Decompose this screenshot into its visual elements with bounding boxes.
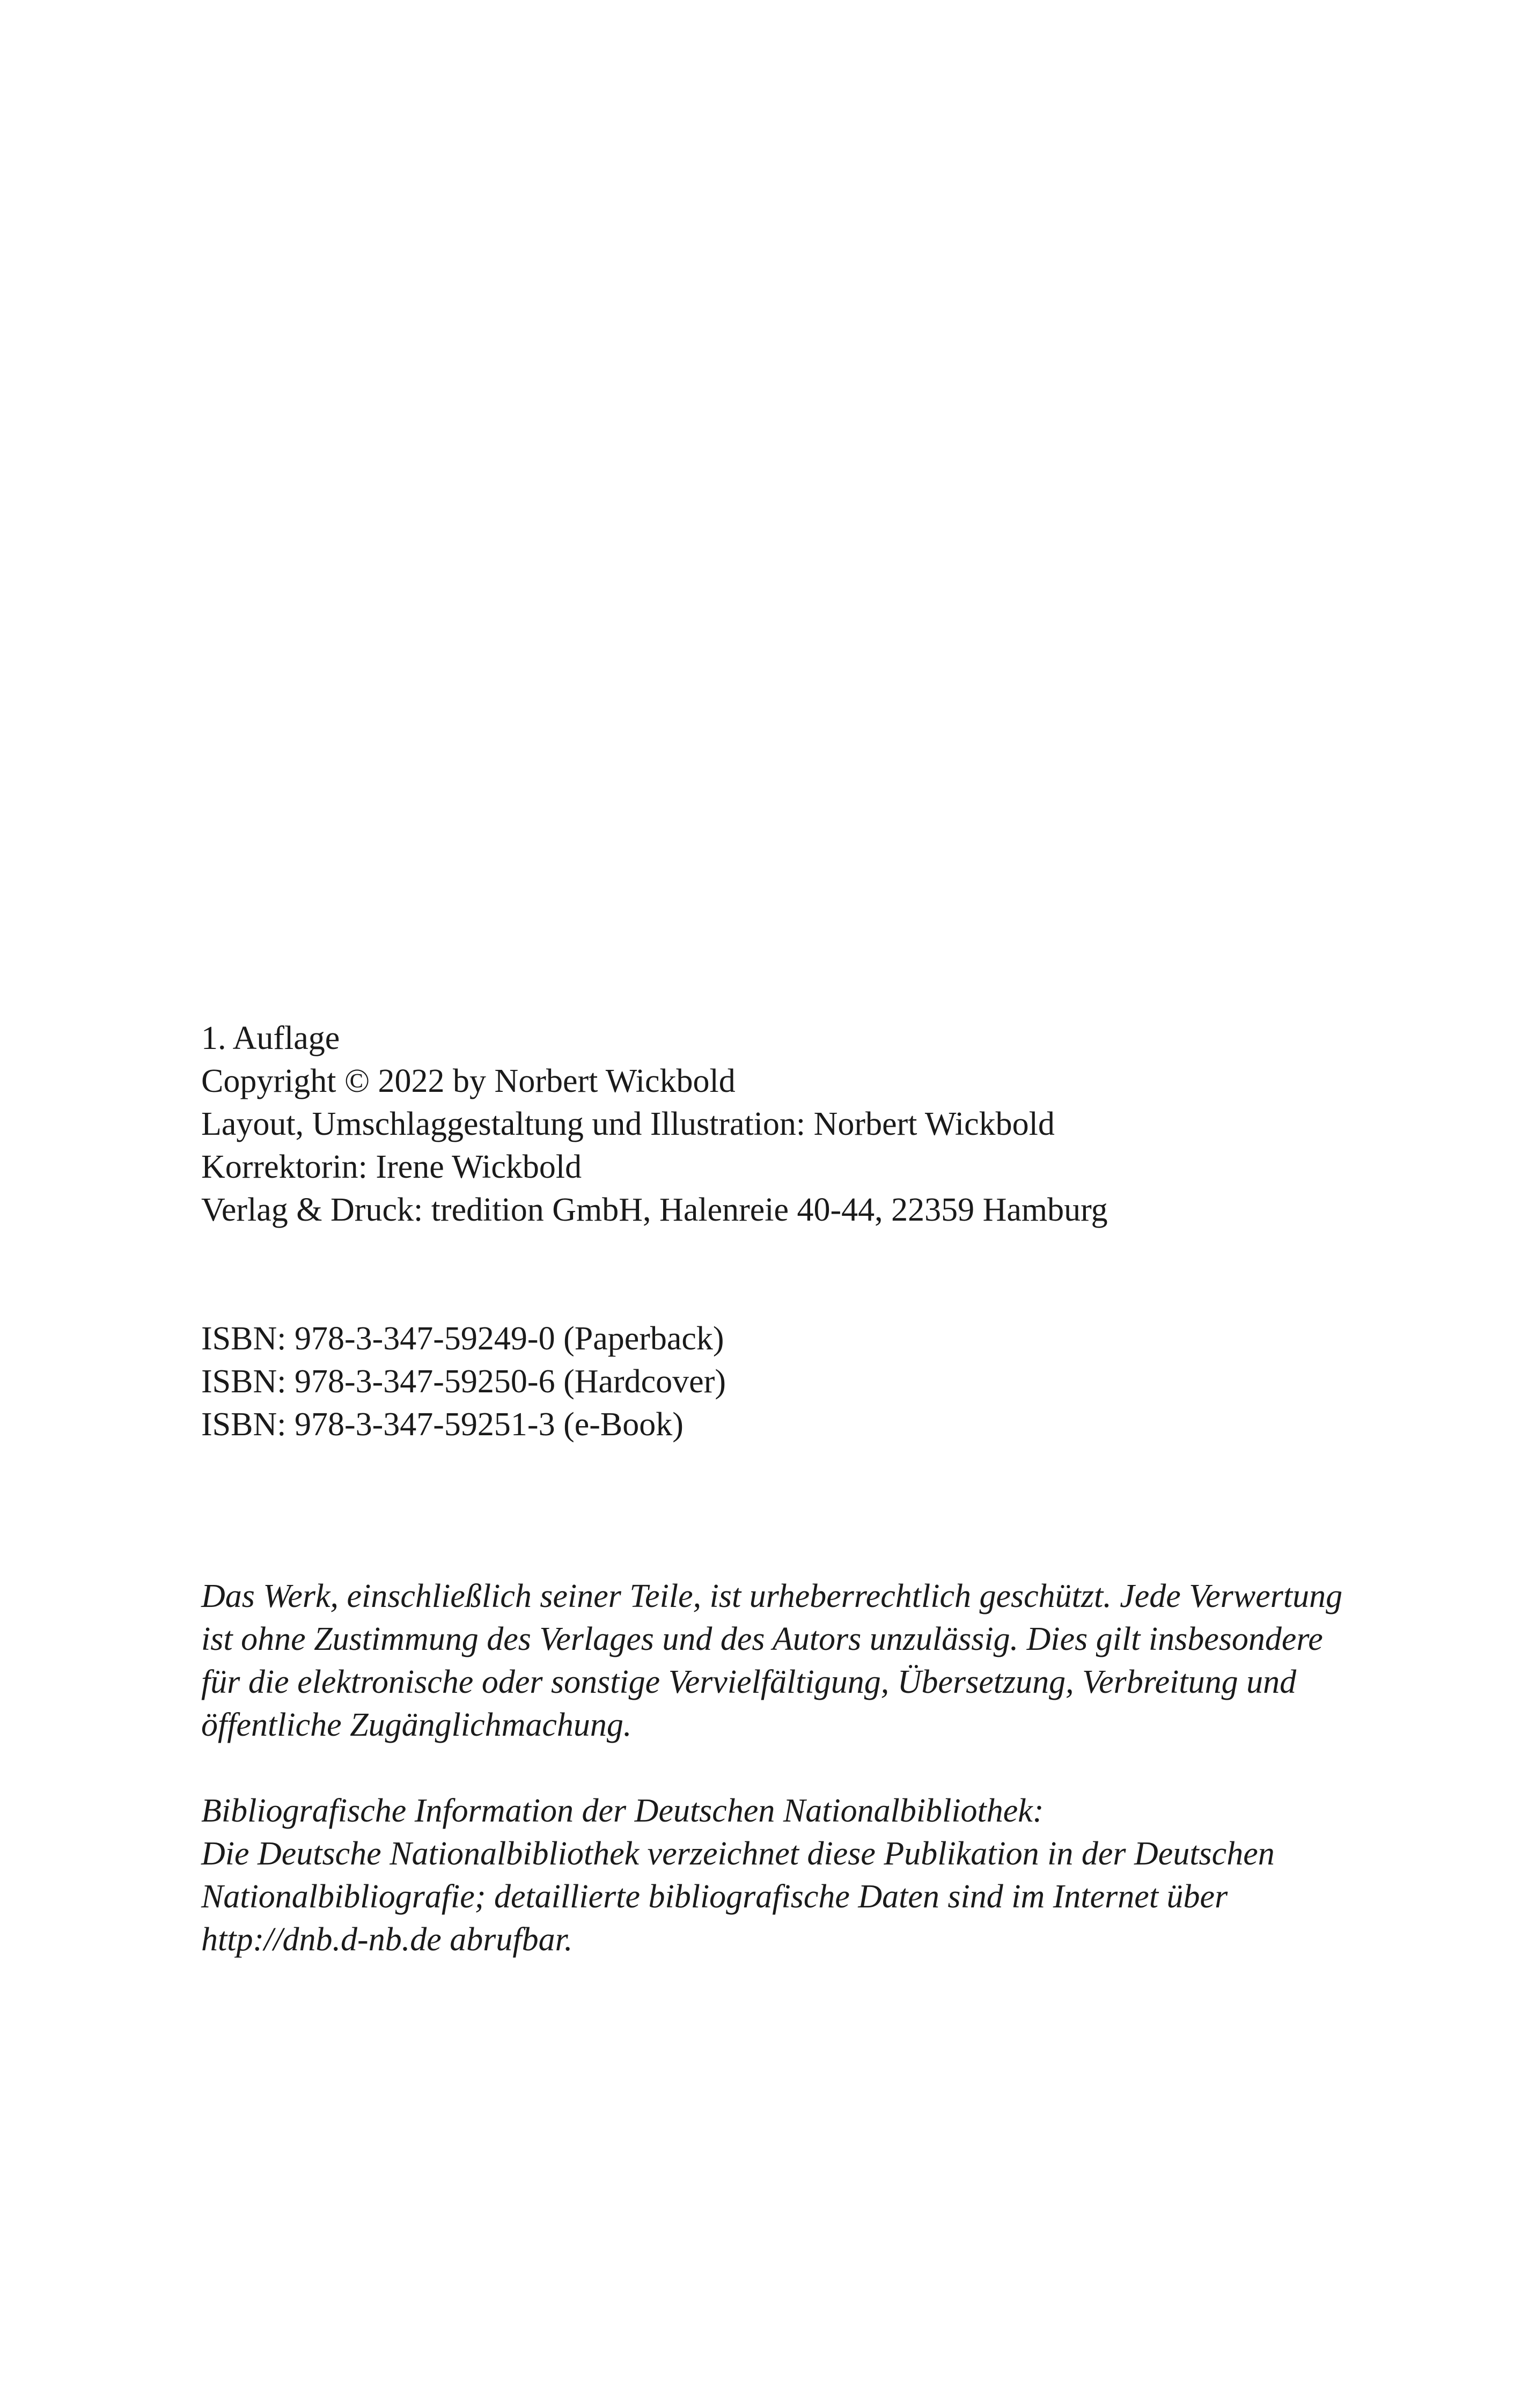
dnb-notice-line: Die Deutsche Nationalbibliothek verzeichnet diese Publikation in der Deutschen	[201, 1836, 1275, 1872]
copyright-line: Copyright © 2022 by Norbert Wickbold	[201, 1063, 736, 1099]
dnb-notice-line: http://dnb.d-nb.de abrufbar.	[201, 1921, 573, 1958]
layout-credit-line: Layout, Umschlaggestaltung und Illustration: Norbert Wickbold	[201, 1106, 1055, 1142]
rights-notice-line: öffentliche Zugänglichmachung.	[201, 1707, 632, 1743]
rights-notice	[201, 1575, 1343, 1746]
dnb-notice-line: Nationalbibliografie; detaillierte bibliografische Daten sind im Internet über	[201, 1878, 1228, 1915]
edition-line: 1. Auflage	[201, 1020, 340, 1056]
rights-notice-line: ist ohne Zustimmung des Verlages und des Autors unzulässig. Dies gilt insbesondere	[201, 1621, 1323, 1657]
isbn-hardcover: ISBN: 978-3-347-59250-6 (Hardcover)	[201, 1363, 726, 1400]
rights-notice-line: Das Werk, einschließlich seiner Teile, ist urheberrechtlich geschützt. Jede Verwertung	[201, 1578, 1343, 1614]
isbn-ebook: ISBN: 978-3-347-59251-3 (e-Book)	[201, 1406, 684, 1443]
isbn-paperback: ISBN: 978-3-347-59249-0 (Paperback)	[201, 1320, 724, 1357]
imprint-block	[201, 1017, 1328, 1231]
dnb-notice	[201, 1789, 1328, 1961]
isbn-block	[201, 1317, 1328, 1446]
publisher-line: Verlag & Druck: tredition GmbH, Halenreie 40-44, 22359 Hamburg	[201, 1192, 1108, 1228]
dnb-notice-line: Bibliografische Information der Deutschen Nationalbibliothek:	[201, 1793, 1044, 1829]
proofreader-line: Korrektorin: Irene Wickbold	[201, 1149, 582, 1185]
rights-notice-line: für die elektronische oder sonstige Vervielfältigung, Übersetzung, Verbreitung und	[201, 1664, 1297, 1700]
